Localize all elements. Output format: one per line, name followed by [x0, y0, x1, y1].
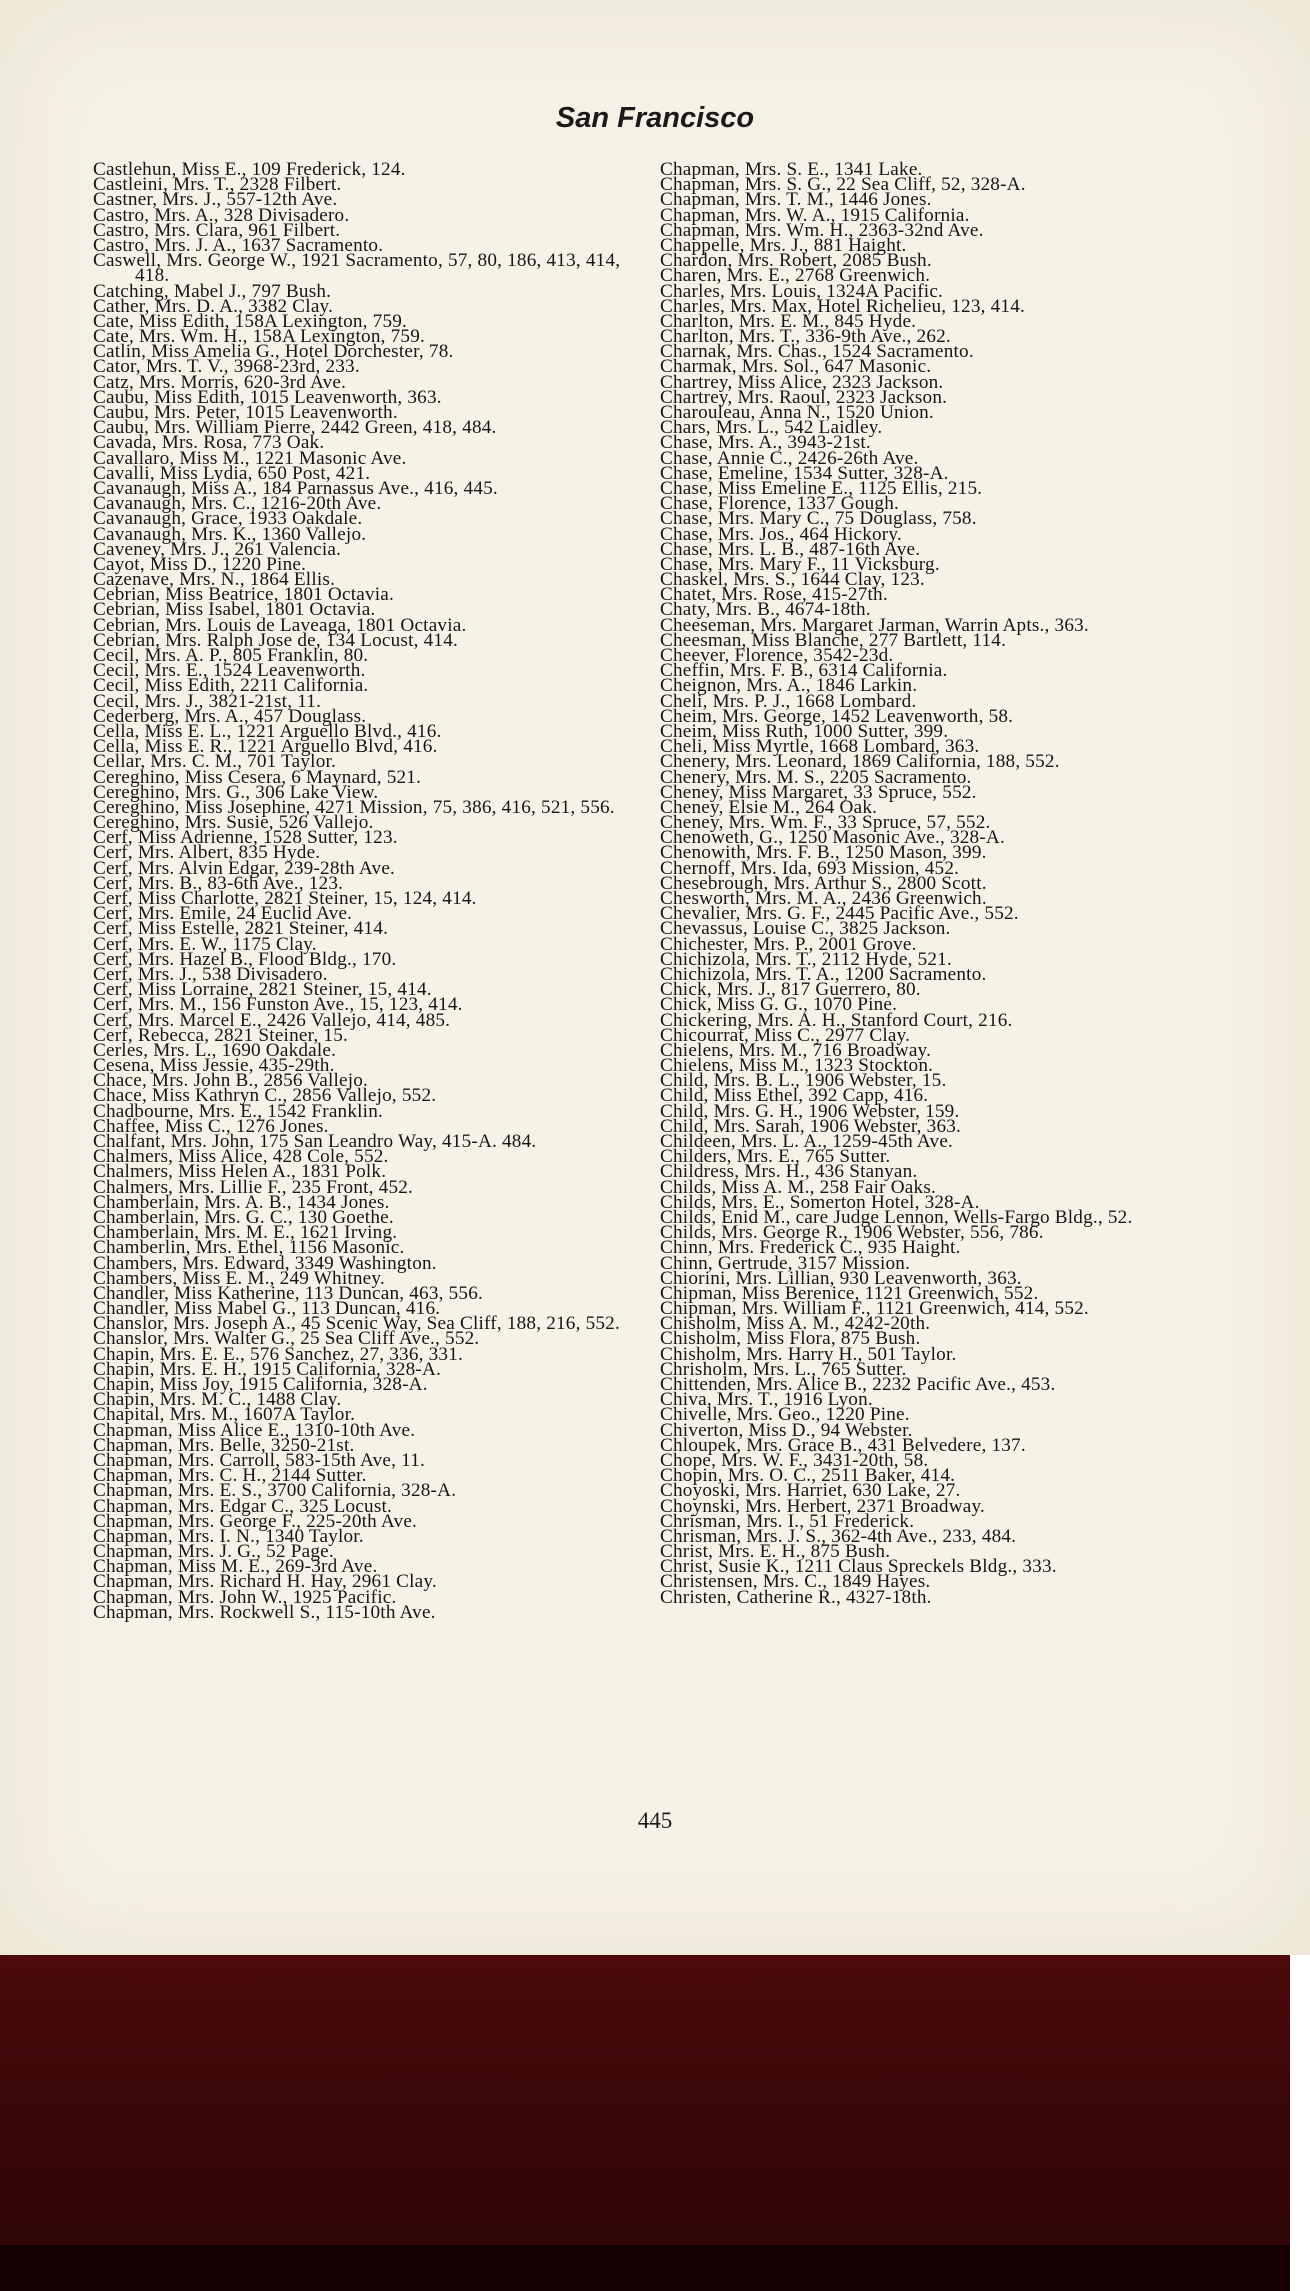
- directory-entry: Cavanaugh, Grace, 1933 Oakdale.: [93, 508, 363, 530]
- directory-entry: Cerf, Miss Charlotte, 2821 Steiner, 15, 124, 414.: [93, 888, 477, 909]
- directory-entry: Chase, Mrs. L. B., 487-16th Ave.: [660, 538, 921, 560]
- directory-entry: Charlton, Mrs. E. M., 845 Hyde.: [660, 310, 917, 332]
- directory-entry: Castro, Mrs. A., 328 Divisadero.: [93, 204, 350, 226]
- directory-entry: Chopin, Mrs. O. C., 2511 Baker, 414.: [660, 1465, 956, 1487]
- directory-entry: Charmak, Mrs. Sol., 647 Masonic.: [660, 356, 932, 378]
- directory-entry: Cheney, Elsie M., 264 Oak.: [660, 796, 878, 818]
- directory-entry: Childeen, Mrs. L. A., 1259-45th Ave.: [660, 1131, 954, 1152]
- directory-entry: Chapman, Mrs. Rockwell S., 115-10th Ave.: [93, 1601, 436, 1623]
- directory-entry: Chalmers, Mrs. Lillie F., 235 Front, 452.: [93, 1176, 414, 1198]
- directory-entry: Caswell, Mrs. George W., 1921 Sacramento, 57, 80, 186, 413, 414, 418.: [93, 250, 621, 287]
- directory-entry: Cerf, Rebecca, 2821 Steiner, 15.: [93, 1024, 348, 1046]
- directory-entry: Cavada, Mrs. Rosa, 773 Oak.: [93, 432, 325, 454]
- directory-entry: Chiva, Mrs. T., 1916 Lyon.: [660, 1389, 873, 1411]
- directory-entry: Cheim, Mrs. George, 1452 Leavenworth, 58.: [660, 705, 1014, 727]
- directory-entry: Chamberlain, Mrs. G. C., 130 Goethe.: [93, 1206, 394, 1228]
- directory-entry: Cerf, Miss Lorraine, 2821 Steiner, 15, 414.: [93, 979, 432, 1001]
- directory-entry: Child, Miss Ethel, 392 Capp, 416.: [660, 1085, 929, 1107]
- directory-entry: Cazenave, Mrs. N., 1864 Ellis.: [93, 569, 336, 591]
- directory-entry: Cerf, Mrs. Emile, 24 Euclid Ave.: [93, 903, 353, 925]
- directory-entry: Charnak, Mrs. Chas., 1524 Sacramento.: [660, 341, 974, 363]
- directory-entry: Charlton, Mrs. T., 336-9th Ave., 262.: [660, 326, 951, 348]
- directory-entry: Chase, Annie C., 2426-26th Ave.: [660, 447, 919, 469]
- directory-entry: Chisholm, Miss A. M., 4242-20th.: [660, 1313, 931, 1335]
- directory-entry: Cerf, Miss Estelle, 2821 Steiner, 414.: [93, 918, 389, 940]
- directory-entry: Chichizola, Mrs. T. A., 1200 Sacramento.: [660, 963, 987, 985]
- directory-entry: Cerf, Mrs. Alvin Edgar, 239-28th Ave.: [93, 857, 396, 879]
- directory-entry: Caubu, Mrs. William Pierre, 2442 Green, 418, 484.: [93, 417, 497, 439]
- directory-entry: Chick, Mrs. J., 817 Guerrero, 80.: [660, 979, 921, 1001]
- directory-entry: Catching, Mabel J., 797 Bush.: [93, 280, 332, 302]
- directory-entry: Caubu, Miss Edith, 1015 Leavenworth, 363.: [93, 386, 442, 408]
- directory-entry: Cavallaro, Miss M., 1221 Masonic Ave.: [93, 447, 407, 469]
- directory-entry: Cella, Miss E. L., 1221 Arguello Blvd., 416.: [93, 720, 442, 742]
- directory-entry: Cecil, Mrs. A. P., 805 Franklin, 80.: [93, 645, 369, 666]
- directory-entry: Chapital, Mrs. M., 1607A Taylor.: [93, 1404, 356, 1426]
- directory-entry: Cebrian, Mrs. Louis de Laveaga, 1801 Octavia.: [93, 614, 467, 636]
- directory-entry: Chrisman, Mrs. I., 51 Frederick.: [660, 1510, 915, 1532]
- directory-entry: Cheever, Florence, 3542-23d.: [660, 645, 894, 666]
- directory-entry: Catlin, Miss Amelia G., Hotel Dorchester, 78.: [93, 341, 454, 363]
- directory-entry: Christen, Catherine R., 4327-18th.: [660, 1586, 932, 1608]
- directory-entry: Chatet, Mrs. Rose, 415-27th.: [660, 584, 888, 606]
- directory-entry: Chickering, Mrs. A. H., Stanford Court, 216.: [660, 1009, 1013, 1031]
- directory-entry: Chambers, Miss E. M., 249 Whitney.: [93, 1267, 385, 1289]
- directory-entry: Chesebrough, Mrs. Arthur S., 2800 Scott.: [660, 872, 987, 894]
- directory-entry: Chisholm, Mrs. Harry H., 501 Taylor.: [660, 1343, 957, 1365]
- directory-entry: Chenery, Mrs. M. S., 2205 Sacramento.: [660, 766, 972, 788]
- directory-entry: Cavanaugh, Mrs. K., 1360 Vallejo.: [93, 523, 367, 545]
- directory-entry: Chapman, Mrs. George F., 225-20th Ave.: [93, 1510, 418, 1532]
- directory-entry: Child, Mrs. Sarah, 1906 Webster, 363.: [660, 1115, 962, 1137]
- directory-entry: Cerf, Mrs. M., 156 Funston Ave., 15, 123, 414.: [93, 994, 463, 1016]
- directory-entry: Chapman, Mrs. E. S., 3700 California, 328-A.: [93, 1480, 457, 1502]
- directory-entry: Chaskel, Mrs. S., 1644 Clay, 123.: [660, 569, 925, 591]
- directory-entry: Cederberg, Mrs. A., 457 Douglass.: [93, 705, 367, 727]
- directory-entry: Chappelle, Mrs. J., 881 Haight.: [660, 234, 907, 256]
- directory-entry: Chesworth, Mrs. M. A., 2436 Greenwich.: [660, 888, 987, 909]
- directory-entry: Chandler, Miss Katherine, 113 Duncan, 463, 556.: [93, 1282, 484, 1304]
- directory-entry: Chamberlain, Mrs. A. B., 1434 Jones.: [93, 1191, 390, 1213]
- directory-entry: Cayot, Miss D., 1220 Pine.: [93, 553, 307, 575]
- directory-entry: Chisholm, Miss Flora, 875 Bush.: [660, 1328, 921, 1350]
- directory-entry: Chase, Miss Emeline E., 1125 Ellis, 215.: [660, 477, 983, 499]
- directory-entry: Cerf, Mrs. Hazel B., Flood Bldg., 170.: [93, 948, 397, 970]
- directory-entry: Chace, Miss Kathryn C., 2856 Vallejo, 552.: [93, 1085, 437, 1107]
- directory-entry: Cator, Mrs. T. V., 3968-23rd, 233.: [93, 356, 360, 378]
- directory-entry: Cellar, Mrs. C. M., 701 Taylor.: [93, 751, 337, 773]
- directory-entry: Chase, Mrs. Jos., 464 Hickory.: [660, 523, 902, 545]
- directory-entry: Cerles, Mrs. L., 1690 Oakdale.: [93, 1039, 337, 1061]
- directory-entry: Chapman, Miss Alice E., 1310-10th Ave.: [93, 1419, 416, 1441]
- directory-entry: Chapman, Mrs. Carroll, 583-15th Ave, 11.: [93, 1449, 426, 1471]
- directory-entry: Chartrey, Miss Alice, 2323 Jackson.: [660, 371, 944, 393]
- directory-entry: Castner, Mrs. J., 557-12th Ave.: [93, 189, 338, 211]
- directory-entry: Chapman, Mrs. Edgar C., 325 Locust.: [93, 1495, 393, 1517]
- directory-entry: Cheney, Miss Margaret, 33 Spruce, 552.: [660, 781, 977, 803]
- directory-entry: Cebrian, Miss Isabel, 1801 Octavia.: [93, 599, 376, 621]
- directory-entry: Castro, Mrs. J. A., 1637 Sacramento.: [93, 234, 384, 256]
- page-number: 445: [637, 1808, 673, 1833]
- directory-entry: Chenoweth, G., 1250 Masonic Ave., 328-A.: [660, 827, 1005, 849]
- directory-entry: Chamberlin, Mrs. Ethel, 1156 Masonic.: [93, 1237, 405, 1259]
- directory-entry: Chamberlain, Mrs. M. E., 1621 Irving.: [93, 1222, 398, 1244]
- directory-entry: Chiverton, Miss D., 94 Webster.: [660, 1419, 913, 1441]
- directory-entry: Chapman, Mrs. T. M., 1446 Jones.: [660, 189, 932, 211]
- directory-entry: Chapman, Mrs. S. E., 1341 Lake.: [660, 159, 923, 180]
- directory-entry: Catz, Mrs. Morris, 620-3rd Ave.: [93, 371, 347, 393]
- directory-entry: Chardon, Mrs. Robert, 2085 Bush.: [660, 250, 932, 272]
- directory-entry: Chapman, Mrs. John W., 1925 Pacific.: [93, 1586, 397, 1608]
- directory-entry: Cheesman, Miss Blanche, 277 Bartlett, 114.: [660, 629, 1007, 651]
- directory-entry: Chase, Mrs. A., 3943-21st.: [660, 432, 871, 454]
- directory-entry: Chapman, Miss M. E., 269-3rd Ave.: [93, 1556, 378, 1578]
- directory-entry: Caubu, Mrs. Peter, 1015 Leavenworth.: [93, 402, 398, 423]
- directory-entry: Cerf, Mrs. Marcel E., 2426 Vallejo, 414, 485.: [93, 1009, 451, 1031]
- directory-entry: Child, Mrs. G. H., 1906 Webster, 159.: [660, 1100, 960, 1122]
- directory-entry: Cerf, Miss Adrienne, 1528 Sutter, 123.: [93, 827, 398, 849]
- directory-entry: Cheim, Miss Ruth, 1000 Sutter, 399.: [660, 720, 949, 742]
- directory-entry: Child, Mrs. B. L., 1906 Webster, 15.: [660, 1070, 947, 1092]
- directory-entry: Cerf, Mrs. Albert, 835 Hyde.: [93, 842, 321, 864]
- directory-entry: Choyoski, Mrs. Harriet, 630 Lake, 27.: [660, 1480, 961, 1502]
- directory-entry: Chaffee, Miss C., 1276 Jones.: [93, 1115, 329, 1137]
- directory-entry: Chambers, Mrs. Edward, 3349 Washington.: [93, 1252, 437, 1274]
- directory-entry: Chloupek, Mrs. Grace B., 431 Belvedere, 137.: [660, 1434, 1026, 1456]
- directory-entry: Chenery, Mrs. Leonard, 1869 California, 188, 552.: [660, 751, 1060, 773]
- directory-entry: Chernoff, Mrs. Ida, 693 Mission, 452.: [660, 857, 960, 879]
- directory-entry: Chipman, Mrs. William F., 1121 Greenwich, 414, 552.: [660, 1298, 1089, 1320]
- directory-entry: Childs, Mrs. E., Somerton Hotel, 328-A.: [660, 1191, 980, 1213]
- directory-entry: Cavanaugh, Miss A., 184 Parnassus Ave., 416, 445.: [93, 477, 498, 499]
- directory-entry: Childs, Mrs. George R., 1906 Webster, 556, 786.: [660, 1222, 1044, 1244]
- directory-entry: Cecil, Miss Edith, 2211 California.: [93, 675, 369, 697]
- directory-entry: Choynski, Mrs. Herbert, 2371 Broadway.: [660, 1495, 986, 1517]
- directory-entry: Chapman, Mrs. Belle, 3250-21st.: [93, 1434, 355, 1456]
- directory-entry: Chartrey, Mrs. Raoul, 2323 Jackson.: [660, 386, 948, 408]
- directory-entry: Cate, Miss Edith, 158A Lexington, 759.: [93, 310, 408, 332]
- directory-entry: Chapman, Mrs. C. H., 2144 Sutter.: [93, 1465, 367, 1487]
- directory-entry: Chipman, Miss Berenice, 1121 Greenwich, 552.: [660, 1282, 1039, 1304]
- directory-entry: Cereghino, Miss Cesera, 6 Maynard, 521.: [93, 766, 422, 788]
- directory-entry: Cebrian, Mrs. Ralph Jose de, 134 Locust, 414.: [93, 629, 458, 651]
- directory-entry: Chapman, Mrs. S. G., 22 Sea Cliff, 52, 328-A.: [660, 174, 1026, 196]
- directory-entry: Chapin, Mrs. E. H., 1915 California, 328-A.: [93, 1358, 442, 1380]
- directory-entry: Chenowith, Mrs. F. B., 1250 Mason, 399.: [660, 842, 987, 864]
- directory-entry: Chapin, Mrs. M. C., 1488 Clay.: [93, 1389, 342, 1411]
- directory-entry: Caveney, Mrs. J., 261 Valencia.: [93, 538, 342, 560]
- directory-entry: Cavanaugh, Mrs. C., 1216-20th Ave.: [93, 493, 382, 515]
- directory-entry: Chaty, Mrs. B., 4674-18th.: [660, 599, 871, 621]
- directory-entry: Chevassus, Louise C., 3825 Jackson.: [660, 918, 951, 940]
- directory-entry: Chrisholm, Mrs. L., 765 Sutter.: [660, 1358, 907, 1380]
- directory-entry: Cerf, Mrs. E. W., 1175 Clay.: [93, 933, 317, 955]
- directory-entry: Chapman, Mrs. Richard H. Hay, 2961 Clay.: [93, 1571, 437, 1593]
- directory-entry: Cereghino, Mrs. G., 306 Lake View.: [93, 781, 379, 803]
- directory-entry: Chielens, Mrs. M., 716 Broadway.: [660, 1039, 932, 1061]
- directory-entry: Chevalier, Mrs. G. F., 2445 Pacific Ave., 552.: [660, 903, 1019, 925]
- directory-entry: Cavalli, Miss Lydia, 650 Post, 421.: [93, 462, 371, 484]
- directory-entry: Cheffin, Mrs. F. B., 6314 California.: [660, 660, 948, 682]
- directory-entry: Chanslor, Mrs. Joseph A., 45 Scenic Way, Sea Cliff, 188, 216, 552.: [93, 1313, 620, 1335]
- directory-entry: Chielens, Miss M., 1323 Stockton.: [660, 1055, 934, 1077]
- directory-entry: Chandler, Miss Mabel G., 113 Duncan, 416.: [93, 1298, 441, 1320]
- directory-entry: Chapman, Mrs. J. G., 52 Page.: [93, 1541, 334, 1563]
- directory-entry: Cecil, Mrs. J., 3821-21st, 11.: [93, 690, 322, 712]
- book-cover-background: [0, 1955, 1310, 2291]
- directory-entry: Chace, Mrs. John B., 2856 Vallejo.: [93, 1070, 369, 1092]
- directory-entry: Cesena, Miss Jessie, 435-29th.: [93, 1055, 335, 1077]
- directory-entry: Cather, Mrs. D. A., 3382 Clay.: [93, 295, 334, 317]
- directory-entry: Chapman, Mrs. Wm. H., 2363-32nd Ave.: [660, 219, 984, 241]
- directory-entry: Christ, Susie K., 1211 Claus Spreckels Bldg., 333.: [660, 1556, 1057, 1578]
- directory-entry: Chapin, Miss Joy, 1915 California, 328-A.: [93, 1374, 428, 1395]
- directory-entry: Chanslor, Mrs. Walter G., 25 Sea Cliff Ave., 552.: [93, 1328, 480, 1350]
- directory-entry: Castlehun, Miss E., 109 Frederick, 124.: [93, 159, 406, 180]
- directory-entry: Cate, Mrs. Wm. H., 158A Lexington, 759.: [93, 326, 426, 348]
- directory-entry: Cereghino, Miss Josephine, 4271 Mission, 75, 386, 416, 521, 556.: [93, 796, 615, 818]
- directory-entry: Childs, Enid M., care Judge Lennon, Wells-Fargo Bldg., 52.: [660, 1206, 1133, 1228]
- directory-entry: Chalfant, Mrs. John, 175 San Leandro Way, 415-A. 484.: [93, 1131, 537, 1152]
- directory-entry: Chars, Mrs. L., 542 Laidley.: [660, 417, 883, 439]
- directory-entry: Chinn, Mrs. Frederick C., 935 Haight.: [660, 1237, 961, 1259]
- directory-entry: Charen, Mrs. E., 2768 Greenwich.: [660, 265, 931, 287]
- directory-entry: Chalmers, Miss Alice, 428 Cole, 552.: [93, 1146, 389, 1168]
- directory-entry: Castro, Mrs. Clara, 961 Filbert.: [93, 219, 341, 241]
- directory-entry: Chiorini, Mrs. Lillian, 930 Leavenworth, 363.: [660, 1267, 1022, 1289]
- directory-entry: Childers, Mrs. E., 765 Sutter.: [660, 1146, 891, 1168]
- directory-entry: Cella, Miss E. R., 1221 Arguello Blvd, 416.: [93, 736, 438, 758]
- directory-entry: Chope, Mrs. W. F., 3431-20th, 58.: [660, 1449, 929, 1471]
- directory-entry: Charles, Mrs. Louis, 1324A Pacific.: [660, 280, 944, 302]
- directory-entry: Charles, Mrs. Max, Hotel Richelieu, 123, 414.: [660, 295, 1025, 317]
- directory-entry: Chase, Mrs. Mary F., 11 Vicksburg.: [660, 553, 940, 575]
- directory-entry: Chapin, Mrs. E. E., 576 Sanchez, 27, 336, 331.: [93, 1343, 463, 1365]
- directory-entry: Chase, Mrs. Mary C., 75 Douglass, 758.: [660, 508, 977, 530]
- directory-entry: Chapman, Mrs. W. A., 1915 California.: [660, 204, 970, 226]
- directory-entry: Christ, Mrs. E. H., 875 Bush.: [660, 1541, 891, 1563]
- directory-entry: Chase, Emeline, 1534 Sutter, 328-A.: [660, 462, 949, 484]
- directory-entry: Cecil, Mrs. E., 1524 Leavenworth.: [93, 660, 366, 682]
- directory-entry: Chicourrat, Miss C., 2977 Clay.: [660, 1024, 911, 1046]
- directory-entry: Chichester, Mrs. P., 2001 Grove.: [660, 933, 917, 955]
- directory-entry: Chapman, Mrs. I. N., 1340 Taylor.: [93, 1525, 364, 1547]
- directory-entry: Castleini, Mrs. T., 2328 Filbert.: [93, 174, 342, 196]
- page-title: San Francisco: [555, 102, 755, 134]
- directory-entry: Chick, Miss G. G., 1070 Pine.: [660, 994, 898, 1016]
- directory-entry: Chichizola, Mrs. T., 2112 Hyde, 521.: [660, 948, 952, 970]
- directory-entry: Cheli, Mrs. P. J., 1668 Lombard.: [660, 690, 917, 712]
- directory-entry: Chittenden, Mrs. Alice B., 2232 Pacific Ave., 453.: [660, 1374, 1056, 1395]
- right-column: [660, 159, 1220, 1608]
- directory-entry: Charouleau, Anna N., 1520 Union.: [660, 402, 934, 423]
- directory-entry: Chivelle, Mrs. Geo., 1220 Pine.: [660, 1404, 910, 1426]
- directory-entry: Chalmers, Miss Helen A., 1831 Polk.: [93, 1161, 387, 1183]
- directory-entry: Cereghino, Mrs. Susie, 526 Vallejo.: [93, 812, 374, 834]
- directory-entry: Chinn, Gertrude, 3157 Mission.: [660, 1252, 911, 1274]
- background-edge: [1290, 1955, 1310, 2291]
- directory-entry: Cheignon, Mrs. A., 1846 Larkin.: [660, 675, 918, 697]
- directory-entry: Christensen, Mrs. C., 1849 Hayes.: [660, 1571, 931, 1593]
- directory-entry: Chrisman, Mrs. J. S., 362-4th Ave., 233, 484.: [660, 1525, 1017, 1547]
- directory-entry: Childress, Mrs. H., 436 Stanyan.: [660, 1161, 918, 1183]
- directory-entry: Chadbourne, Mrs. E., 1542 Franklin.: [93, 1100, 383, 1122]
- directory-entry: Cheney, Mrs. Wm. F., 33 Spruce, 57, 552.: [660, 812, 991, 834]
- cover-shadow-stripe: [0, 2245, 1310, 2291]
- directory-entry: Cheli, Miss Myrtle, 1668 Lombard, 363.: [660, 736, 980, 758]
- left-column: [93, 159, 641, 1623]
- directory-entry: Childs, Miss A. M., 258 Fair Oaks.: [660, 1176, 936, 1198]
- directory-entry: Chase, Florence, 1337 Gough.: [660, 493, 900, 515]
- directory-entry: Cerf, Mrs. J., 538 Divisadero.: [93, 963, 328, 985]
- directory-entry: Cerf, Mrs. B., 83-6th Ave., 123.: [93, 872, 344, 894]
- directory-entry: Cheeseman, Mrs. Margaret Jarman, Warrin Apts., 363.: [660, 614, 1089, 636]
- directory-entry: Cebrian, Miss Beatrice, 1801 Octavia.: [93, 584, 394, 606]
